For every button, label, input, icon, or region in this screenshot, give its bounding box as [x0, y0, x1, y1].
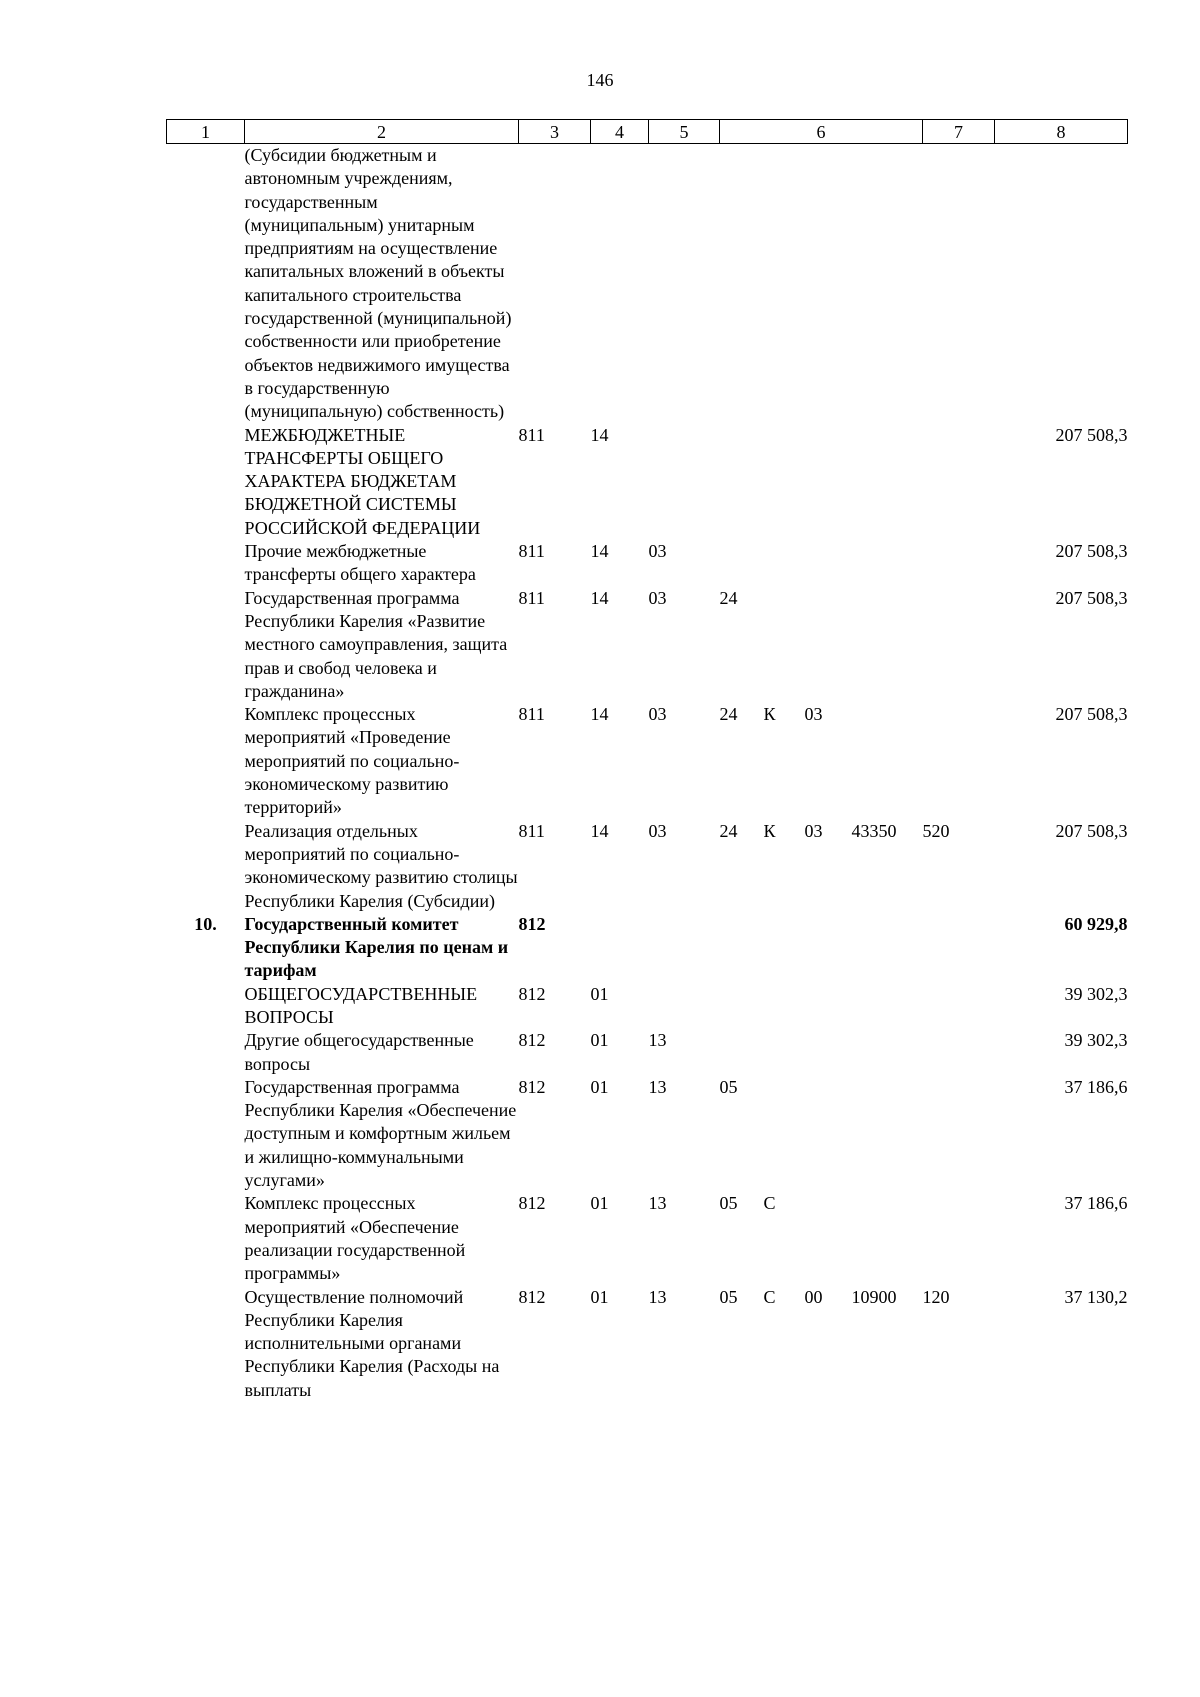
table-body: [167, 144, 1128, 1403]
table-row: [167, 820, 1128, 913]
amount-cell: 39 302,3: [1064, 983, 1128, 1004]
program-type-code-cell: [764, 540, 805, 587]
subsection-code-cell: 03: [648, 704, 667, 725]
subsection-code-cell: 13: [648, 1193, 667, 1214]
expense-type-code-cell: [923, 424, 995, 540]
row-number-cell: [167, 703, 245, 819]
item-name-cell: Другие общегосударственные вопросы: [244, 1030, 474, 1074]
expense-type-code-cell: [923, 1076, 995, 1192]
subprogram-code-cell: [805, 587, 852, 703]
program-code-cell: [720, 540, 764, 587]
section-code-cell: 01: [590, 1076, 609, 1097]
ministry-code-cell: 812: [518, 1030, 546, 1051]
program-type-code-cell: С: [763, 1286, 776, 1307]
column-header-8: 8: [995, 120, 1128, 144]
direction-code-cell: [852, 1192, 923, 1285]
expense-type-code-cell: [923, 1192, 995, 1285]
table-header-row: [167, 120, 1128, 144]
subsection-code-cell: 13: [648, 1076, 667, 1097]
item-name-cell: Государственная программа Республики Карелия «Обеспечение доступным и комфортным жильем и жилищно-коммунальными услугами»: [244, 1076, 517, 1191]
subsection-code-cell: [649, 983, 720, 1030]
program-code-cell: 05: [719, 1076, 738, 1097]
ministry-code-cell: 812: [518, 1193, 546, 1214]
column-header-4: 4: [591, 120, 649, 144]
section-code-cell: [591, 913, 649, 983]
table-row: [167, 1076, 1128, 1192]
ministry-code-cell: 811: [518, 704, 545, 725]
program-code-cell: [720, 424, 764, 540]
table-row: [167, 1192, 1128, 1285]
program-type-code-cell: [764, 913, 805, 983]
section-code-cell: [591, 144, 649, 424]
ministry-code-cell: 811: [518, 541, 545, 562]
row-number-cell: [167, 820, 245, 913]
expense-type-code-cell: [923, 587, 995, 703]
program-code-cell: [720, 913, 764, 983]
subprogram-code-cell: 03: [804, 704, 823, 725]
subprogram-code-cell: 03: [804, 820, 823, 841]
subsection-code-cell: 13: [648, 1286, 667, 1307]
amount-cell: 207 508,3: [1055, 587, 1128, 608]
direction-code-cell: [852, 913, 923, 983]
section-code-cell: 14: [590, 820, 609, 841]
subprogram-code-cell: [805, 1192, 852, 1285]
direction-code-cell: [852, 983, 923, 1030]
row-number-cell: [167, 424, 245, 540]
subprogram-code-cell: [805, 983, 852, 1030]
program-code-cell: 24: [719, 587, 738, 608]
item-name-cell: (Субсидии бюджетным и автономным учреждениям, государственным (муниципальным) унитарным предприятиям на осуществление капитальных вложений в объекты капитального строительства государственной (муниципальной) собственности или приобретение объектов недвижимого имущества в государственную (муниципальную) собственность): [244, 145, 512, 422]
ministry-code-cell: 811: [518, 424, 545, 445]
expense-type-code-cell: [923, 144, 995, 424]
table-row: [167, 1029, 1128, 1076]
direction-code-cell: [852, 424, 923, 540]
direction-code-cell: [852, 703, 923, 819]
ministry-code-cell: 812: [518, 1286, 546, 1307]
ministry-code-cell: 812: [518, 913, 546, 934]
subsection-code-cell: 03: [648, 820, 667, 841]
subprogram-code-cell: [805, 1076, 852, 1192]
amount-cell: 37 186,6: [1064, 1076, 1128, 1097]
table-row: [167, 913, 1128, 983]
subsection-code-cell: 03: [648, 541, 667, 562]
program-type-code-cell: [764, 424, 805, 540]
page-number: 146: [586, 70, 614, 90]
amount-cell: 37 130,2: [1064, 1286, 1128, 1307]
program-type-code-cell: [764, 983, 805, 1030]
section-code-cell: 01: [590, 983, 609, 1004]
program-code-cell: 24: [719, 704, 738, 725]
ministry-code-cell: 812: [518, 1076, 546, 1097]
program-code-cell: 24: [719, 820, 738, 841]
subprogram-code-cell: [805, 540, 852, 587]
program-code-cell: [720, 144, 764, 424]
amount-cell: [995, 144, 1128, 424]
amount-cell: 39 302,3: [1064, 1030, 1128, 1051]
subprogram-code-cell: [805, 913, 852, 983]
program-type-code-cell: [764, 144, 805, 424]
program-type-code-cell: С: [763, 1193, 776, 1214]
subprogram-code-cell: [805, 424, 852, 540]
column-header-1: 1: [167, 120, 245, 144]
expense-type-code-cell: [923, 703, 995, 819]
section-code-cell: 01: [590, 1286, 609, 1307]
amount-cell: 207 508,3: [1055, 704, 1128, 725]
section-code-cell: 01: [590, 1193, 609, 1214]
section-code-cell: 14: [590, 704, 609, 725]
direction-code-cell: 43350: [851, 820, 897, 841]
row-number-cell: [167, 983, 245, 1030]
amount-cell: 60 929,8: [1064, 913, 1128, 934]
expense-type-code-cell: [923, 540, 995, 587]
expense-type-code-cell: [923, 983, 995, 1030]
program-type-code-cell: К: [763, 820, 776, 841]
row-number-cell: [167, 1286, 245, 1402]
amount-cell: 207 508,3: [1055, 424, 1128, 445]
subsection-code-cell: [649, 144, 720, 424]
subsection-code-cell: [649, 913, 720, 983]
table-row: [167, 587, 1128, 703]
subsection-code-cell: 03: [648, 587, 667, 608]
column-header-2: 2: [245, 120, 519, 144]
column-header-5: 5: [649, 120, 720, 144]
program-code-cell: [720, 983, 764, 1030]
item-name-cell: Государственный комитет Республики Карелия по ценам и тарифам: [244, 913, 509, 981]
row-number-cell: 10.: [194, 913, 217, 934]
direction-code-cell: [852, 540, 923, 587]
budget-table: [166, 119, 1128, 1402]
program-type-code-cell: [764, 587, 805, 703]
program-type-code-cell: [764, 1029, 805, 1076]
program-code-cell: 05: [719, 1193, 738, 1214]
column-header-6: 6: [720, 120, 923, 144]
direction-code-cell: [852, 1076, 923, 1192]
item-name-cell: Осуществление полномочий Республики Карелия исполнительными органами Республики Карелия (Расходы на выплаты: [244, 1286, 500, 1400]
row-number-cell: [167, 144, 245, 424]
item-name-cell: Государственная программа Республики Карелия «Развитие местного самоуправления, защита прав и свобод человека и гражданина»: [244, 587, 508, 701]
table-row: [167, 540, 1128, 587]
amount-cell: 207 508,3: [1055, 820, 1128, 841]
section-code-cell: 01: [590, 1030, 609, 1051]
row-number-cell: [167, 1076, 245, 1192]
item-name-cell: Прочие межбюджетные трансферты общего характера: [244, 541, 476, 585]
subprogram-code-cell: [805, 144, 852, 424]
table-row: [167, 983, 1128, 1030]
item-name-cell: Реализация отдельных мероприятий по социально-экономическому развитию столицы Республики Карелия (Субсидии): [244, 820, 518, 911]
amount-cell: 37 186,6: [1064, 1193, 1128, 1214]
item-name-cell: ОБЩЕГОСУДАРСТВЕННЫЕ ВОПРОСЫ: [244, 983, 478, 1027]
column-header-3: 3: [519, 120, 591, 144]
program-code-cell: [720, 1029, 764, 1076]
subprogram-code-cell: [805, 1029, 852, 1076]
program-type-code-cell: К: [763, 704, 776, 725]
subsection-code-cell: [649, 424, 720, 540]
row-number-cell: [167, 540, 245, 587]
table-row: [167, 703, 1128, 819]
direction-code-cell: 10900: [851, 1286, 897, 1307]
program-code-cell: 05: [719, 1286, 738, 1307]
item-name-cell: Комплекс процессных мероприятий «Обеспечение реализации государственной программы»: [244, 1193, 466, 1284]
direction-code-cell: [852, 1029, 923, 1076]
expense-type-code-cell: 120: [922, 1286, 950, 1307]
row-number-cell: [167, 587, 245, 703]
column-header-7: 7: [923, 120, 995, 144]
row-number-cell: [167, 1029, 245, 1076]
program-type-code-cell: [764, 1076, 805, 1192]
expense-type-code-cell: 520: [922, 820, 950, 841]
direction-code-cell: [852, 587, 923, 703]
section-code-cell: 14: [590, 424, 609, 445]
expense-type-code-cell: [923, 913, 995, 983]
ministry-code-cell: 811: [518, 587, 545, 608]
item-name-cell: МЕЖБЮДЖЕТНЫЕ ТРАНСФЕРТЫ ОБЩЕГО ХАРАКТЕРА БЮДЖЕТАМ БЮДЖЕТНОЙ СИСТЕМЫ РОССИЙСКОЙ ФЕДЕРАЦИИ: [244, 424, 481, 538]
table-row: [167, 424, 1128, 540]
subsection-code-cell: 13: [648, 1030, 667, 1051]
item-name-cell: Комплекс процессных мероприятий «Проведение мероприятий по социально-экономическому развитию территорий»: [244, 704, 460, 818]
row-number-cell: [167, 1192, 245, 1285]
ministry-code-cell: 811: [518, 820, 545, 841]
amount-cell: 207 508,3: [1055, 541, 1128, 562]
expense-type-code-cell: [923, 1029, 995, 1076]
subprogram-code-cell: 00: [804, 1286, 823, 1307]
section-code-cell: 14: [590, 541, 609, 562]
table-row: [167, 1286, 1128, 1402]
ministry-code-cell: 812: [518, 983, 546, 1004]
ministry-code-cell: [519, 144, 591, 424]
section-code-cell: 14: [590, 587, 609, 608]
table-row: [167, 144, 1128, 424]
direction-code-cell: [852, 144, 923, 424]
